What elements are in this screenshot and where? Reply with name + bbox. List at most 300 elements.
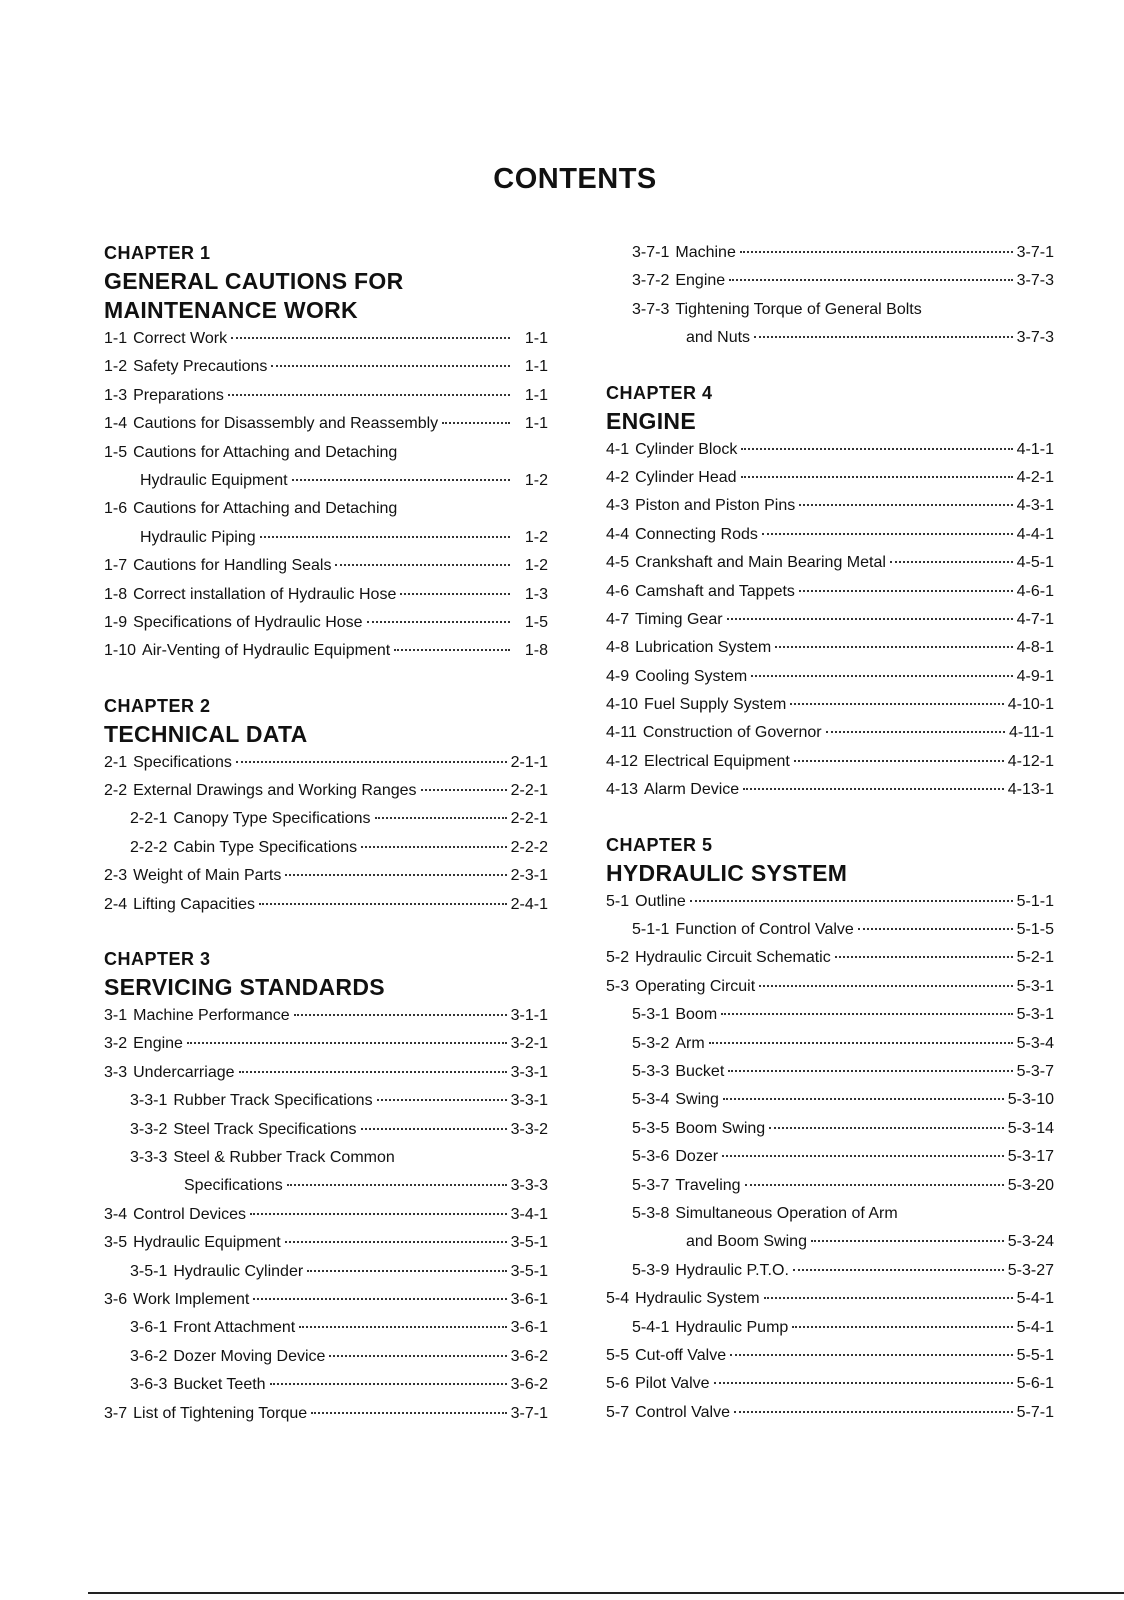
entry-page: 3-3-1 bbox=[510, 1063, 548, 1081]
toc-entry[interactable] bbox=[606, 239, 1054, 267]
entry-title: Boom Swing bbox=[675, 1119, 766, 1137]
entry-title: Correct installation of Hydraulic Hose bbox=[133, 585, 397, 603]
entry-number: 3-1 bbox=[104, 1007, 128, 1025]
entry-title: Pilot Valve bbox=[635, 1375, 710, 1393]
entry-page: 1-2 bbox=[524, 471, 548, 489]
entry-title: Timing Gear bbox=[635, 610, 723, 628]
entry-number: 1-10 bbox=[104, 642, 137, 660]
toc-entry[interactable] bbox=[104, 1400, 548, 1428]
entry-title: Dozer Moving Device bbox=[173, 1347, 326, 1365]
toc-entry[interactable] bbox=[104, 891, 548, 919]
entry-title: Alarm Device bbox=[644, 781, 740, 799]
toc-entry[interactable] bbox=[104, 1144, 548, 1172]
toc-entry[interactable] bbox=[606, 578, 1054, 606]
toc-entry[interactable] bbox=[606, 1086, 1054, 1114]
section-gap bbox=[104, 666, 548, 692]
entry-title: and Boom Swing bbox=[686, 1233, 807, 1251]
dot-leader bbox=[740, 251, 1013, 253]
dot-leader bbox=[250, 1213, 507, 1215]
dot-leader bbox=[311, 1412, 506, 1414]
entry-title: Cut-off Valve bbox=[635, 1346, 727, 1364]
chapter-title: SERVICING STANDARDS bbox=[104, 974, 385, 1001]
entry-page: 5-3-14 bbox=[1007, 1119, 1054, 1137]
dot-leader bbox=[421, 789, 507, 791]
entry-number: 4-6 bbox=[606, 582, 630, 600]
dot-leader bbox=[187, 1042, 507, 1044]
entry-title: Preparations bbox=[133, 386, 224, 404]
entry-title: Specifications of Hydraulic Hose bbox=[133, 613, 363, 631]
entry-number: 3-4 bbox=[104, 1205, 128, 1223]
entry-page: 5-1-5 bbox=[1016, 921, 1054, 939]
entry-title: Cabin Type Specifications bbox=[173, 838, 358, 856]
toc-entry[interactable] bbox=[606, 1285, 1054, 1313]
entry-page: 3-1-1 bbox=[510, 1007, 548, 1025]
entry-title: Bucket Teeth bbox=[173, 1376, 266, 1394]
entry-number: 5-6 bbox=[606, 1375, 630, 1393]
entry-page: 3-3-3 bbox=[510, 1177, 548, 1195]
entry-number: 5-2 bbox=[606, 949, 630, 967]
dot-leader bbox=[335, 564, 510, 566]
entry-title: Air-Venting of Hydraulic Equipment bbox=[142, 642, 391, 660]
dot-leader bbox=[394, 649, 510, 651]
chapter-label: CHAPTER 1 bbox=[104, 243, 211, 263]
entry-page: 4-8-1 bbox=[1016, 639, 1054, 657]
entry-title: Tightening Torque of General Bolts bbox=[675, 300, 922, 318]
entry-title: Engine bbox=[675, 272, 726, 290]
entry-number: 1-9 bbox=[104, 613, 128, 631]
toc-entry[interactable] bbox=[606, 267, 1054, 295]
entry-page: 3-3-2 bbox=[510, 1120, 548, 1138]
chapter-title: ENGINE bbox=[606, 407, 696, 434]
entry-page: 2-2-2 bbox=[510, 838, 548, 856]
entry-page: 4-13-1 bbox=[1007, 781, 1054, 799]
dot-leader bbox=[769, 1127, 1004, 1129]
entry-title: Cautions for Attaching and Detaching bbox=[133, 443, 398, 461]
entry-title: Canopy Type Specifications bbox=[173, 810, 371, 828]
chapter-label: CHAPTER 5 bbox=[606, 834, 713, 855]
entry-title: Specifications bbox=[133, 753, 232, 771]
toc-entry[interactable] bbox=[606, 296, 1054, 324]
entry-title: Electrical Equipment bbox=[644, 752, 790, 770]
entry-number: 5-3-9 bbox=[632, 1261, 670, 1279]
entry-page: 4-12-1 bbox=[1007, 752, 1054, 770]
entry-number: 4-8 bbox=[606, 639, 630, 657]
entry-title: Cautions for Disassembly and Reassembly bbox=[133, 415, 439, 433]
toc-right-column bbox=[606, 239, 1054, 1427]
toc-entry[interactable] bbox=[104, 805, 548, 833]
section-gap bbox=[606, 805, 1054, 831]
entry-page: 3-7-1 bbox=[1016, 244, 1054, 261]
entry-page: 1-3 bbox=[524, 585, 548, 603]
entry-page: 4-5-1 bbox=[1016, 554, 1054, 572]
entry-number: 5-1 bbox=[606, 892, 630, 910]
entry-page: 4-2-1 bbox=[1016, 468, 1054, 486]
entry-page: 3-7-1 bbox=[510, 1404, 548, 1422]
dot-leader bbox=[723, 1098, 1004, 1100]
entry-page: 2-2-1 bbox=[510, 810, 548, 828]
toc-entry[interactable] bbox=[606, 776, 1054, 804]
entry-page: 3-7-3 bbox=[1016, 329, 1054, 347]
dot-leader bbox=[375, 817, 507, 819]
entry-number: 3-3-3 bbox=[130, 1148, 168, 1166]
toc-entry[interactable] bbox=[104, 637, 548, 665]
entry-page: 3-6-2 bbox=[510, 1376, 548, 1394]
toc-entry[interactable] bbox=[606, 464, 1054, 492]
dot-leader bbox=[294, 1014, 507, 1016]
dot-leader bbox=[259, 903, 507, 905]
entry-number: 3-7-2 bbox=[632, 272, 670, 290]
dot-leader bbox=[239, 1071, 507, 1073]
entry-title: Traveling bbox=[675, 1176, 741, 1194]
toc-entry[interactable] bbox=[104, 439, 548, 467]
toc-entry[interactable] bbox=[104, 325, 548, 353]
dot-leader bbox=[790, 703, 1003, 705]
toc-entry[interactable] bbox=[606, 973, 1054, 1001]
dot-leader bbox=[794, 760, 1004, 762]
entry-page: 5-3-1 bbox=[1016, 1006, 1054, 1024]
entry-title: Construction of Governor bbox=[642, 724, 822, 742]
toc-entry[interactable] bbox=[104, 1201, 548, 1229]
entry-title: Boom bbox=[675, 1006, 718, 1024]
entry-page: 3-4-1 bbox=[510, 1205, 548, 1223]
dot-leader bbox=[361, 846, 506, 848]
toc-entry[interactable] bbox=[104, 467, 548, 495]
entry-page: 2-1-1 bbox=[510, 753, 548, 771]
entry-page: 5-6-1 bbox=[1016, 1375, 1054, 1393]
toc-entry[interactable] bbox=[606, 1143, 1054, 1171]
toc-entry[interactable] bbox=[104, 524, 548, 552]
entry-number: 4-7 bbox=[606, 610, 630, 628]
entry-number: 5-4-1 bbox=[632, 1318, 670, 1336]
entry-page: 1-2 bbox=[524, 528, 548, 546]
dot-leader bbox=[751, 675, 1012, 677]
entry-page: 2-3-1 bbox=[510, 867, 548, 885]
entry-page: 1-5 bbox=[524, 613, 548, 631]
entry-page: 1-8 bbox=[524, 642, 548, 660]
entry-page: 4-10-1 bbox=[1007, 696, 1054, 714]
dot-leader bbox=[709, 1042, 1013, 1044]
toc-entry[interactable] bbox=[104, 749, 548, 777]
entry-title: Hydraulic System bbox=[635, 1290, 760, 1308]
toc-entry[interactable] bbox=[606, 521, 1054, 549]
dot-leader bbox=[367, 621, 510, 623]
toc-entry[interactable] bbox=[606, 719, 1054, 747]
dot-leader bbox=[734, 1411, 1013, 1413]
entry-number: 2-4 bbox=[104, 895, 128, 913]
entry-number: 4-1 bbox=[606, 440, 630, 458]
entry-page: 4-9-1 bbox=[1016, 667, 1054, 685]
dot-leader bbox=[730, 1354, 1013, 1356]
dot-leader bbox=[690, 900, 1013, 902]
entry-number: 5-5 bbox=[606, 1346, 630, 1364]
dot-leader bbox=[228, 394, 510, 396]
toc-entry[interactable] bbox=[104, 353, 548, 381]
toc-entry[interactable] bbox=[606, 1200, 1054, 1228]
entry-number: 1-5 bbox=[104, 443, 128, 461]
entry-number: 3-3-2 bbox=[130, 1120, 168, 1138]
toc-entry[interactable] bbox=[104, 834, 548, 862]
dot-leader bbox=[743, 788, 1004, 790]
entry-page: 5-3-10 bbox=[1007, 1091, 1054, 1109]
entry-title: Work Implement bbox=[133, 1290, 250, 1308]
toc-entry[interactable] bbox=[104, 1030, 548, 1058]
entry-page: 5-3-24 bbox=[1007, 1233, 1054, 1251]
entry-page: 4-4-1 bbox=[1016, 525, 1054, 543]
entry-title: Hydraulic Equipment bbox=[133, 1234, 281, 1252]
dot-leader bbox=[754, 336, 1013, 338]
toc-entry[interactable] bbox=[104, 410, 548, 438]
entry-title: Undercarriage bbox=[133, 1063, 235, 1081]
toc-entry[interactable] bbox=[104, 495, 548, 523]
entry-page: 5-2-1 bbox=[1016, 949, 1054, 967]
entry-title: Hydraulic Cylinder bbox=[173, 1262, 304, 1280]
entry-number: 4-4 bbox=[606, 525, 630, 543]
toc-entry[interactable] bbox=[606, 1314, 1054, 1342]
dot-leader bbox=[287, 1184, 507, 1186]
dot-leader bbox=[285, 1241, 507, 1243]
toc-entry[interactable] bbox=[606, 1172, 1054, 1200]
entry-title: Hydraulic Equipment bbox=[140, 471, 288, 489]
dot-leader bbox=[792, 1326, 1012, 1328]
dot-leader bbox=[762, 533, 1013, 535]
entry-page: 1-1 bbox=[524, 330, 548, 347]
entry-number: 4-2 bbox=[606, 468, 630, 486]
dot-leader bbox=[764, 1297, 1013, 1299]
entry-number: 5-3-1 bbox=[632, 1006, 670, 1024]
toc-entry[interactable] bbox=[606, 1342, 1054, 1370]
toc-entry[interactable] bbox=[104, 1116, 548, 1144]
toc-entry[interactable] bbox=[606, 748, 1054, 776]
toc-entry[interactable] bbox=[606, 1115, 1054, 1143]
entry-title: Specifications bbox=[184, 1177, 283, 1195]
entry-title: Machine Performance bbox=[133, 1007, 290, 1025]
dot-leader bbox=[722, 1155, 1004, 1157]
entry-title: Steel & Rubber Track Common bbox=[173, 1148, 395, 1166]
dot-leader bbox=[292, 479, 510, 481]
entry-number: 3-7-3 bbox=[632, 300, 670, 318]
entry-title: Hydraulic Circuit Schematic bbox=[635, 949, 831, 967]
entry-title: Cooling System bbox=[635, 667, 748, 685]
toc-entry[interactable] bbox=[104, 1229, 548, 1257]
dot-leader bbox=[727, 618, 1013, 620]
entry-page: 3-5-1 bbox=[510, 1234, 548, 1252]
entry-title: Function of Control Valve bbox=[675, 921, 854, 939]
dot-leader bbox=[799, 590, 1013, 592]
chapter-title: GENERAL CAUTIONS FOR bbox=[104, 268, 404, 294]
entry-number: 5-3-3 bbox=[632, 1062, 670, 1080]
toc-entry[interactable] bbox=[606, 634, 1054, 662]
entry-number: 1-1 bbox=[104, 330, 128, 347]
dot-leader bbox=[714, 1382, 1013, 1384]
toc-entry[interactable] bbox=[104, 777, 548, 805]
entry-page: 4-7-1 bbox=[1016, 610, 1054, 628]
toc-entry[interactable] bbox=[606, 436, 1054, 464]
entry-title: Control Valve bbox=[635, 1403, 730, 1421]
entry-page: 5-3-1 bbox=[1016, 977, 1054, 995]
entry-title: Connecting Rods bbox=[635, 525, 758, 543]
entry-page: 5-4-1 bbox=[1016, 1290, 1054, 1308]
entry-page: 5-3-27 bbox=[1007, 1261, 1054, 1279]
entry-title: Crankshaft and Main Bearing Metal bbox=[635, 554, 886, 572]
chapter-title: HYDRAULIC SYSTEM bbox=[606, 859, 848, 886]
dot-leader bbox=[231, 337, 510, 339]
toc-entry[interactable] bbox=[606, 1370, 1054, 1398]
entry-title: Camshaft and Tappets bbox=[635, 582, 795, 600]
toc-entry[interactable] bbox=[606, 1228, 1054, 1256]
dot-leader bbox=[236, 761, 507, 763]
chapter-label: CHAPTER 4 bbox=[606, 382, 713, 403]
toc-entry[interactable] bbox=[606, 549, 1054, 577]
dot-leader bbox=[741, 476, 1013, 478]
entry-number: 3-6 bbox=[104, 1290, 128, 1308]
toc-entry[interactable] bbox=[606, 1399, 1054, 1427]
entry-number: 3-7 bbox=[104, 1404, 128, 1422]
toc-entry[interactable] bbox=[104, 1059, 548, 1087]
toc-entry[interactable] bbox=[606, 1001, 1054, 1029]
entry-title: Simultaneous Operation of Arm bbox=[675, 1204, 898, 1222]
dot-leader bbox=[745, 1184, 1004, 1186]
entry-page: 5-3-4 bbox=[1016, 1034, 1054, 1052]
entry-title: and Nuts bbox=[686, 329, 751, 347]
toc-entry[interactable] bbox=[104, 609, 548, 637]
dot-leader bbox=[260, 536, 510, 538]
toc-entry[interactable] bbox=[606, 944, 1054, 972]
entry-number: 5-3-2 bbox=[632, 1034, 670, 1052]
toc-entry[interactable] bbox=[606, 606, 1054, 634]
dot-leader bbox=[361, 1128, 507, 1130]
entry-page: 1-2 bbox=[524, 557, 548, 575]
dot-leader bbox=[793, 1269, 1004, 1271]
entry-number: 4-5 bbox=[606, 554, 630, 572]
entry-number: 1-7 bbox=[104, 557, 128, 575]
dot-leader bbox=[775, 646, 1012, 648]
entry-number: 3-2 bbox=[104, 1035, 128, 1053]
entry-title: Dozer bbox=[675, 1148, 719, 1166]
entry-title: Machine bbox=[675, 244, 736, 261]
entry-number: 4-11 bbox=[606, 724, 637, 742]
toc-entry[interactable] bbox=[606, 888, 1054, 916]
dot-leader bbox=[442, 422, 510, 424]
dot-leader bbox=[835, 956, 1013, 958]
entry-number: 2-2 bbox=[104, 782, 128, 800]
toc-entry[interactable] bbox=[104, 581, 548, 609]
page-title: CONTENTS bbox=[493, 163, 657, 195]
dot-leader bbox=[811, 1240, 1004, 1242]
toc-entry[interactable] bbox=[104, 1087, 548, 1115]
entry-number: 4-10 bbox=[606, 696, 639, 714]
entry-number: 3-3 bbox=[104, 1063, 128, 1081]
dot-leader bbox=[329, 1355, 506, 1357]
entry-page: 4-1-1 bbox=[1016, 440, 1054, 458]
entry-title: Correct Work bbox=[133, 330, 228, 347]
dot-leader bbox=[890, 561, 1013, 563]
entry-title: Front Attachment bbox=[173, 1319, 296, 1337]
entry-title: Piston and Piston Pins bbox=[635, 497, 796, 515]
entry-title: Cylinder Head bbox=[635, 468, 737, 486]
entry-page: 3-6-1 bbox=[510, 1319, 548, 1337]
entry-number: 5-3 bbox=[606, 977, 630, 995]
toc-entry[interactable] bbox=[104, 552, 548, 580]
entry-title: Hydraulic Pump bbox=[675, 1318, 789, 1336]
entry-number: 4-12 bbox=[606, 752, 639, 770]
toc-entry[interactable] bbox=[606, 324, 1054, 352]
dot-leader bbox=[858, 928, 1013, 930]
dot-leader bbox=[400, 593, 510, 595]
entry-page: 3-7-3 bbox=[1016, 272, 1054, 290]
toc-entry[interactable] bbox=[606, 1058, 1054, 1086]
entry-title: Weight of Main Parts bbox=[133, 867, 282, 885]
entry-page: 3-5-1 bbox=[510, 1262, 548, 1280]
toc-entry[interactable] bbox=[104, 1172, 548, 1200]
section-gap bbox=[606, 353, 1054, 379]
entry-page: 3-6-1 bbox=[510, 1290, 548, 1308]
entry-number: 5-3-7 bbox=[632, 1176, 670, 1194]
dot-leader bbox=[270, 1383, 507, 1385]
entry-title: Safety Precautions bbox=[133, 358, 268, 376]
entry-number: 3-5-1 bbox=[130, 1262, 168, 1280]
entry-title: Hydraulic P.T.O. bbox=[675, 1261, 789, 1279]
toc-entry[interactable] bbox=[104, 1258, 548, 1286]
entry-number: 3-5 bbox=[104, 1234, 128, 1252]
entry-number: 3-3-1 bbox=[130, 1092, 168, 1110]
entry-title: Fuel Supply System bbox=[644, 696, 787, 714]
entry-title: Bucket bbox=[675, 1062, 725, 1080]
toc-entry[interactable] bbox=[104, 1371, 548, 1399]
entry-number: 2-3 bbox=[104, 867, 128, 885]
entry-number: 1-2 bbox=[104, 358, 128, 376]
entry-page: 5-3-17 bbox=[1007, 1148, 1054, 1166]
entry-number: 5-3-8 bbox=[632, 1204, 670, 1222]
entry-page: 5-5-1 bbox=[1016, 1346, 1054, 1364]
entry-page: 5-3-20 bbox=[1007, 1176, 1054, 1194]
entry-number: 1-4 bbox=[104, 415, 128, 433]
toc-entry[interactable] bbox=[104, 862, 548, 890]
entry-number: 5-3-6 bbox=[632, 1148, 670, 1166]
dot-leader bbox=[728, 1070, 1012, 1072]
chapter-title: MAINTENANCE WORK bbox=[104, 297, 358, 323]
toc-entry[interactable] bbox=[606, 1030, 1054, 1058]
entry-page: 4-11-1 bbox=[1008, 724, 1054, 742]
toc-entry[interactable] bbox=[606, 1257, 1054, 1285]
entry-title: Swing bbox=[675, 1091, 719, 1109]
toc-entry[interactable] bbox=[104, 1002, 548, 1030]
entry-number: 5-3-4 bbox=[632, 1091, 670, 1109]
dot-leader bbox=[721, 1013, 1012, 1015]
entry-title: Lifting Capacities bbox=[133, 895, 255, 913]
toc-entry[interactable] bbox=[104, 1343, 548, 1371]
toc-entry[interactable] bbox=[104, 1314, 548, 1342]
toc-entry[interactable] bbox=[606, 663, 1054, 691]
bottom-rule bbox=[88, 1592, 1124, 1594]
toc-entry[interactable] bbox=[606, 691, 1054, 719]
entry-title: Cylinder Block bbox=[635, 440, 738, 458]
toc-entry[interactable] bbox=[104, 382, 548, 410]
toc-entry[interactable] bbox=[104, 1286, 548, 1314]
toc-entry[interactable] bbox=[606, 492, 1054, 520]
entry-title: External Drawings and Working Ranges bbox=[133, 782, 417, 800]
entry-page: 4-3-1 bbox=[1016, 497, 1054, 515]
entry-title: Cautions for Attaching and Detaching bbox=[133, 500, 398, 518]
toc-left-column bbox=[104, 239, 548, 1428]
dot-leader bbox=[377, 1099, 507, 1101]
entry-number: 2-2-2 bbox=[130, 838, 168, 856]
entry-title: Hydraulic Piping bbox=[140, 528, 256, 546]
entry-number: 2-2-1 bbox=[130, 810, 168, 828]
entry-page: 5-3-7 bbox=[1016, 1062, 1054, 1080]
toc-entry[interactable] bbox=[606, 916, 1054, 944]
entry-title: Rubber Track Specifications bbox=[173, 1092, 373, 1110]
entry-number: 1-6 bbox=[104, 500, 128, 518]
